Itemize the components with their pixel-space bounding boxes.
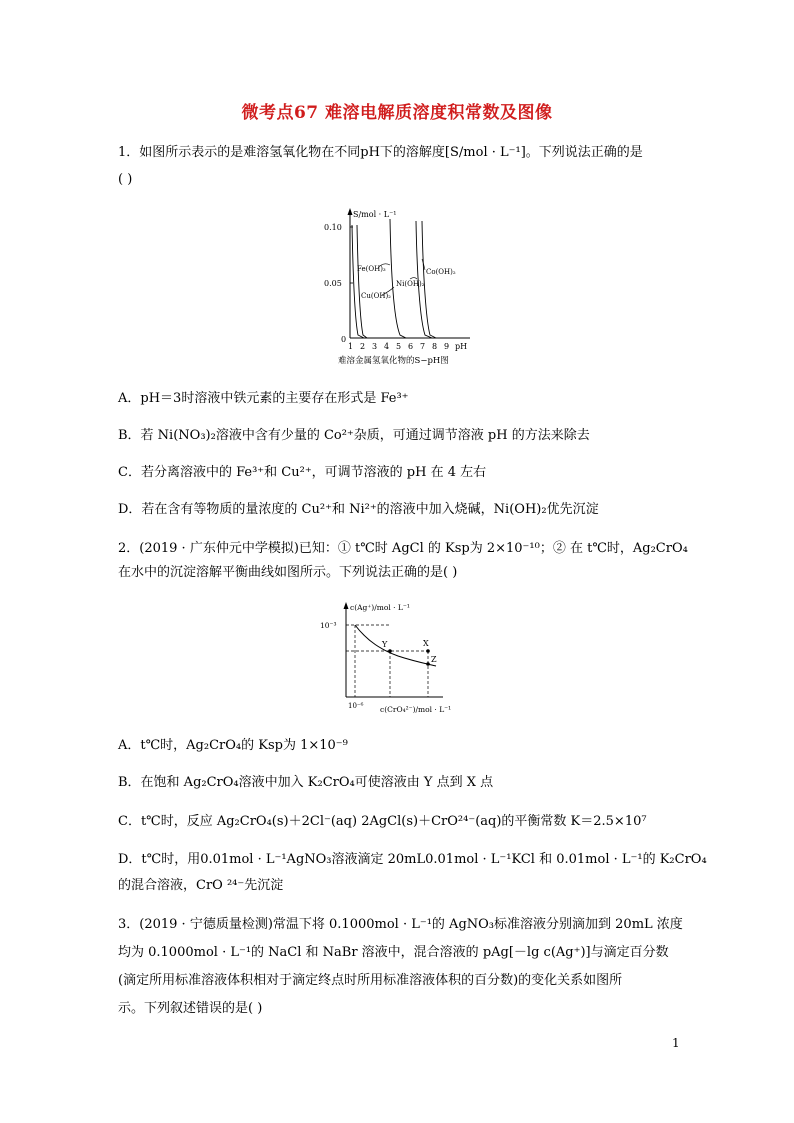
q2-point-z (426, 662, 430, 666)
q2-option-a: A．t℃时，Ag₂CrO₄的 Ksp为 1×10⁻⁹ (118, 738, 348, 753)
q3-line2: 均为 0.1000mol · L⁻¹的 NaCl 和 NaBr 溶液中，混合溶液的 pAg[－lg c(Ag⁺)]与滴定百分数 (118, 945, 669, 960)
q1-option-a: A．pH＝3时溶液中铁元素的主要存在形式是 Fe³⁺ (118, 391, 409, 406)
q1-solubility-figure (320, 205, 480, 370)
q2-ylabel: c(Ag⁺)/mol · L⁻¹ (350, 603, 410, 612)
q2-stem-line2: 在水中的沉淀溶解平衡曲线如图所示。下列说法正确的是( ) (118, 565, 458, 580)
q1-curve-fe-oh3 (352, 225, 364, 338)
q1-option-b: B．若 Ni(NO₃)₂溶液中含有少量的 Co²⁺杂质，可通过调节溶液 pH 的方法来除去 (118, 428, 590, 443)
q1-option-c: C．若分离溶液中的 Fe³⁺和 Cu²⁺，可调节溶液的 pH 在 4 左右 (118, 465, 487, 480)
q1-curve-fe-oh3-b (357, 225, 367, 338)
q3-line4: 示。下列叙述错误的是( ) (118, 1001, 263, 1016)
q1-ylabel: S/mol · L⁻¹ (353, 210, 397, 219)
q1-xtick-8: 8 (432, 342, 438, 351)
q1-label-fe: Fe(OH)₃ (357, 265, 386, 273)
q2-ytick: 10⁻³ (320, 621, 337, 630)
q1-ytick-010: 0.10 (324, 223, 342, 232)
q1-y-arrow (348, 208, 353, 215)
q2-option-d-line2: 的混合溶液，CrO ²⁴⁻先沉淀 (118, 878, 284, 893)
q1-stem-line2: ( ) (118, 172, 133, 187)
q2-option-d-line1: D．t℃时，用0.01mol · L⁻¹AgNO₃溶液滴定 20mL0.01mol · L⁻¹KCl 和 0.01mol · L⁻¹的 K₂CrO₄ (118, 852, 707, 867)
q2-point-x (426, 649, 430, 653)
page-number: 1 (672, 1036, 680, 1050)
q2-option-b: B．在饱和 Ag₂CrO₄溶液中加入 K₂CrO₄可使溶液由 Y 点到 X 点 (118, 775, 494, 790)
q1-xtick-5: 5 (396, 342, 402, 351)
q1-xtick-7: 7 (420, 342, 426, 351)
q1-stem-line1: 1．如图所示表示的是难溶氢氧化物在不同pH下的溶解度[S/mol · L⁻¹]。下列说法正确的是 (118, 145, 643, 160)
q1-xtick-3: 3 (372, 342, 378, 351)
page-title: 微考点67 难溶电解质溶度积常数及图像 (241, 103, 553, 123)
q2-option-c: C．t℃时，反应 Ag₂CrO₄(s)＋2Cl⁻(aq) 2AgCl(s)＋CrO²⁴⁻(aq)的平衡常数 K＝2.5×10⁷ (118, 814, 647, 829)
q1-ytick-005: 0.05 (324, 279, 342, 288)
q1-xtick-2: 2 (360, 342, 366, 351)
q1-xtick-4: 4 (384, 342, 390, 351)
q1-label-cu: Cu(OH)₂ (361, 292, 391, 300)
q1-curve-cu-oh2 (390, 219, 406, 338)
q2-label-z: Z (431, 655, 437, 664)
q1-option-d: D．若在含有等物质的量浓度的 Cu²⁺和 Ni²⁺的溶液中加入烧碱，Ni(OH)₂优先沉淀 (118, 502, 599, 517)
q1-figure-caption: 难溶金属氢氧化物的S−pH图 (338, 356, 449, 366)
q2-label-y: Y (382, 640, 388, 649)
q2-xtick: 10⁻⁶ (348, 702, 364, 710)
q2-label-x: X (423, 639, 429, 648)
q1-label-ni: Ni(OH)₂ (396, 280, 425, 288)
q2-xlabel: c(CrO₄²⁻)/mol · L⁻¹ (380, 705, 452, 714)
q2-equilibrium-figure (318, 600, 468, 718)
q1-ytick-0: 0 (341, 335, 347, 344)
q3-line1: 3．(2019 · 宁德质量检测)常温下将 0.1000mol · L⁻¹的 AgNO₃标准溶液分别滴加到 20mL 浓度 (118, 917, 683, 932)
q3-line3: (滴定所用标准溶液体积相对于滴定终点时所用标准溶液体积的百分数)的变化关系如图所 (118, 973, 623, 988)
q2-point-y (388, 649, 392, 653)
q1-label-co: Co(OH)₂ (426, 268, 456, 276)
q1-xlabel: pH (455, 342, 468, 351)
q1-xtick-1: 1 (348, 342, 354, 351)
q1-xtick-6: 6 (408, 342, 414, 351)
q1-xtick-9: 9 (444, 342, 450, 351)
q2-stem-line1: 2．(2019 · 广东仲元中学模拟)已知：① t℃时 AgCl 的 Ksp为 2×10⁻¹⁰；② 在 t℃时，Ag₂CrO₄ (118, 541, 688, 556)
